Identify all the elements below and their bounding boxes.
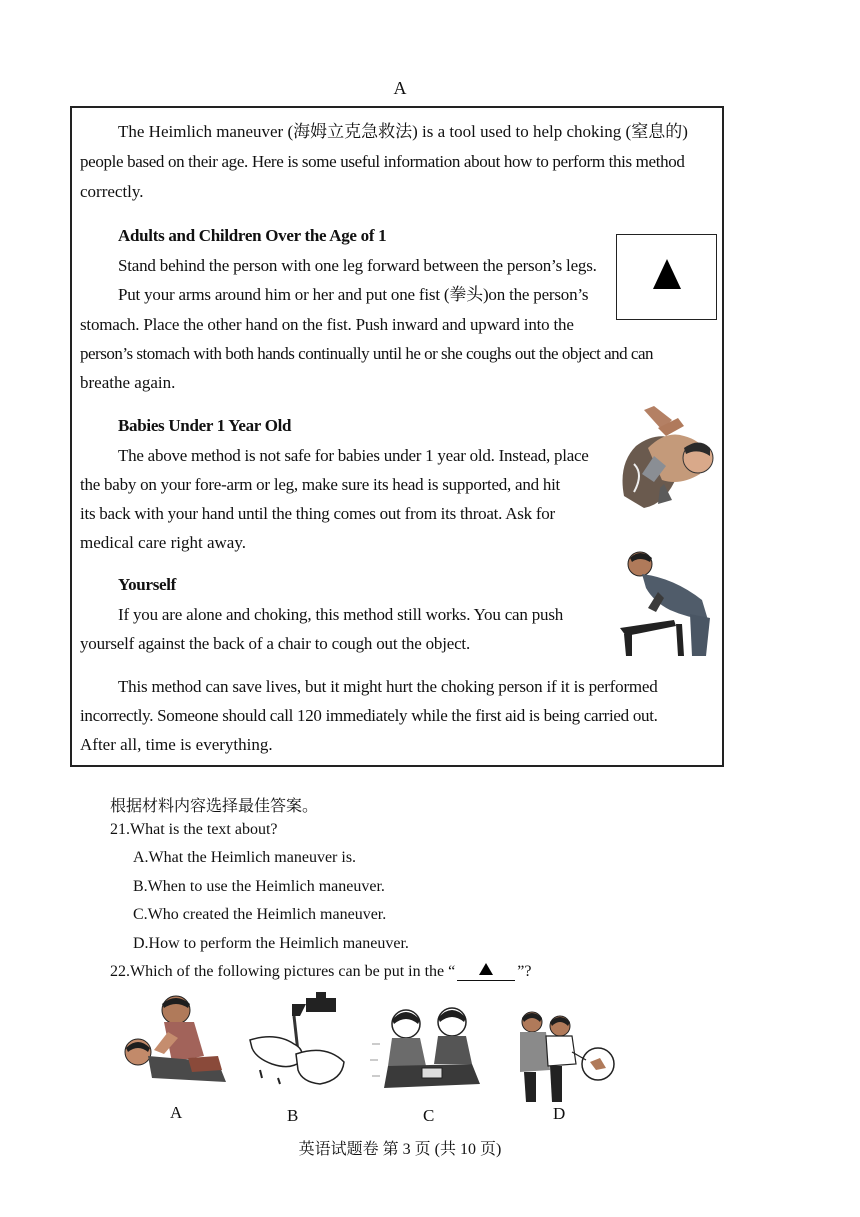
intro-line-2: people based on their age. Here is some useful information about how to perform this method bbox=[80, 152, 685, 171]
picture-c-label: C bbox=[423, 1106, 435, 1125]
section-letter: A bbox=[393, 78, 407, 98]
q21-stem: 21.What is the text about? bbox=[110, 821, 278, 838]
chair-self-heimlich-illustration bbox=[618, 548, 718, 658]
picture-a-label: A bbox=[170, 1103, 183, 1122]
adults-line-4: person’s stomach with both hands continually until he or she coughs out the object and can bbox=[80, 344, 654, 363]
q22-stem-before: 22.Which of the following pictures can be put in the “ bbox=[110, 963, 456, 980]
babies-line-4: medical care right away. bbox=[80, 533, 246, 552]
babies-line-1: The above method is not safe for babies under 1 year old. Instead, place bbox=[118, 446, 589, 465]
baby-back-blow-illustration bbox=[614, 404, 718, 512]
yourself-line-1: If you are alone and choking, this method still works. You can push bbox=[118, 605, 564, 624]
conclusion-line-1: This method can save lives, but it might hurt the choking person if it is performed bbox=[118, 677, 658, 696]
adults-line-1: Stand behind the person with one leg forward between the person’s legs. bbox=[118, 256, 597, 275]
triangle-blank-marker-icon bbox=[653, 259, 681, 289]
q21-option-c[interactable]: C.Who created the Heimlich maneuver. bbox=[133, 906, 387, 923]
intro-line-3: correctly. bbox=[80, 182, 144, 201]
q22-stem bbox=[110, 963, 531, 981]
picture-d-heimlich[interactable] bbox=[506, 1010, 616, 1102]
q21-option-d[interactable]: D.How to perform the Heimlich maneuver. bbox=[133, 935, 409, 952]
picture-b-washing-hands[interactable] bbox=[246, 992, 350, 1094]
triangle-icon bbox=[479, 963, 493, 975]
adults-line-3: stomach. Place the other hand on the fist. Push inward and upward into the bbox=[80, 315, 574, 334]
q22-blank bbox=[457, 963, 515, 981]
conclusion-line-2: incorrectly. Someone should call 120 immediately while the first aid is being carried out. bbox=[80, 706, 658, 725]
yourself-line-2: yourself against the back of a chair to cough out the object. bbox=[80, 634, 470, 653]
page-footer: 英语试题卷 第 3 页 (共 10 页) bbox=[298, 1141, 502, 1158]
adults-line-5: breathe again. bbox=[80, 373, 176, 392]
picture-b-label: B bbox=[287, 1106, 299, 1125]
babies-line-2: the baby on your fore-arm or leg, make sure its head is supported, and hit bbox=[80, 475, 561, 494]
intro-line-1: The Heimlich maneuver (海姆立克急救法) is a tool used to help choking (窒息的) bbox=[118, 122, 688, 141]
picture-c-children[interactable] bbox=[368, 1004, 492, 1094]
missing-picture-box bbox=[616, 234, 717, 320]
babies-line-3: its back with your hand until the thing comes out from its throat. Ask for bbox=[80, 504, 555, 523]
adults-heading: Adults and Children Over the Age of 1 bbox=[118, 226, 387, 245]
yourself-heading: Yourself bbox=[118, 575, 177, 594]
picture-a-cpr[interactable] bbox=[118, 992, 230, 1094]
q21-option-b[interactable]: B.When to use the Heimlich maneuver. bbox=[133, 878, 385, 895]
adults-line-2: Put your arms around him or her and put one fist (拳头)on the person’s bbox=[118, 285, 589, 304]
q21-option-a[interactable]: A.What the Heimlich maneuver is. bbox=[133, 849, 357, 866]
picture-d-label: D bbox=[553, 1104, 566, 1123]
babies-heading: Babies Under 1 Year Old bbox=[118, 416, 292, 435]
q22-stem-after: ”? bbox=[517, 963, 532, 980]
conclusion-line-3: After all, time is everything. bbox=[80, 735, 273, 754]
instruction: 根据材料内容选择最佳答案。 bbox=[110, 798, 319, 815]
